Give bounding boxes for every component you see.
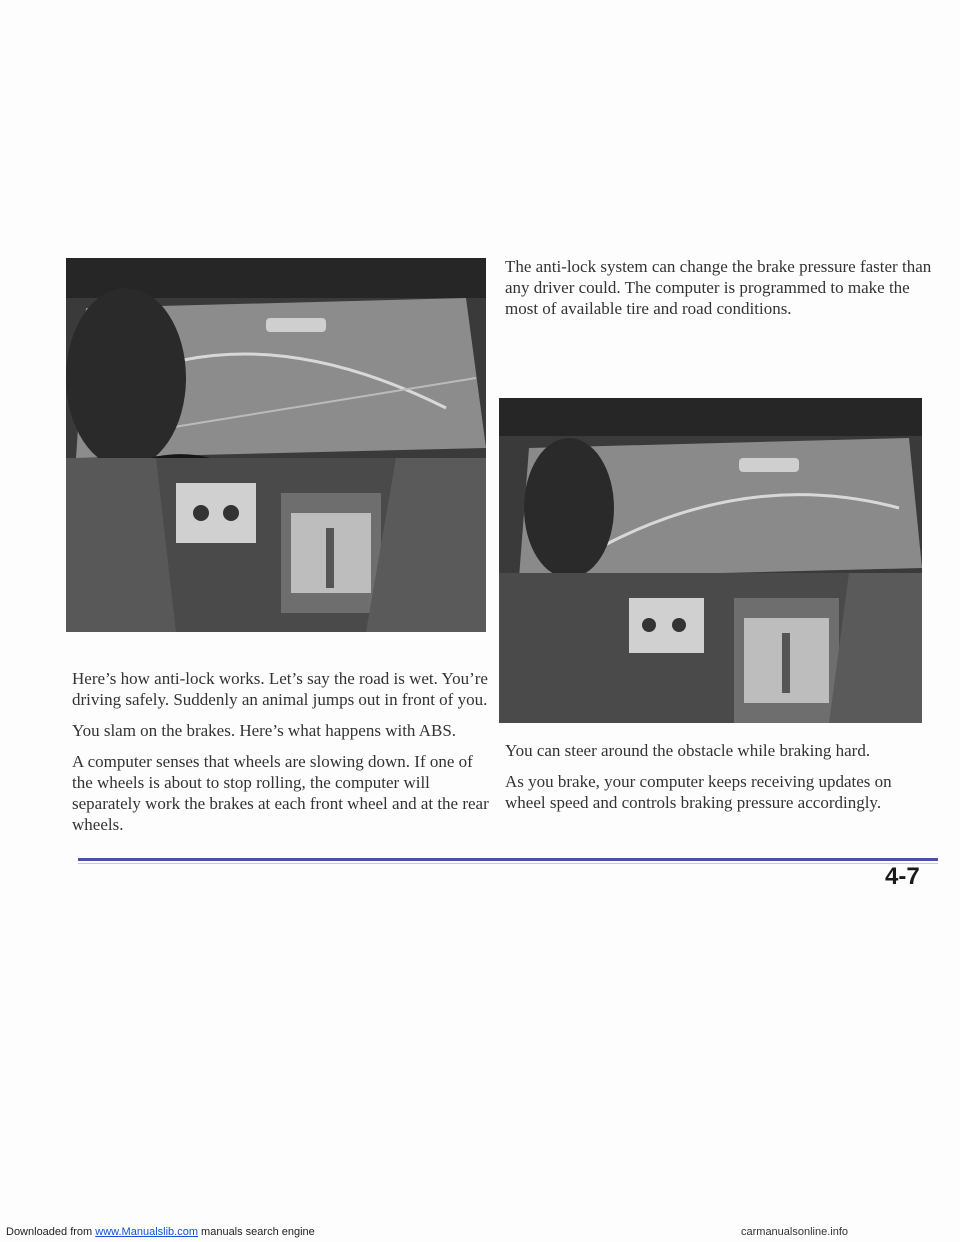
paragraph: A computer senses that wheels are slowing down. If one of the wheels is about to stop rolling, the computer will separately work the brakes at each front wheel and at the rear wheels.: [72, 752, 489, 834]
footer-suffix: manuals search engine: [201, 1226, 315, 1238]
footer-rule: [78, 858, 938, 861]
manualslib-link[interactable]: www.Manualslib.com: [95, 1226, 198, 1238]
paragraph: You slam on the brakes. Here’s what happens with ABS.: [72, 721, 457, 740]
footer-rule-thin: [78, 863, 938, 864]
driver-view-drawing: [66, 258, 486, 632]
page-number: 4-7: [885, 863, 920, 890]
driver-view-illustration: [66, 258, 486, 632]
right-column-top: [505, 256, 935, 329]
right-column-bottom: [505, 740, 935, 823]
footer-prefix: Downloaded from: [6, 1226, 93, 1238]
watermark-text: carmanualsonline.info: [741, 1226, 849, 1238]
paragraph: You can steer around the obstacle while braking hard.: [505, 741, 871, 760]
braking-view-drawing: [499, 398, 922, 723]
braking-view-illustration: [499, 398, 922, 723]
download-footer: [6, 1226, 315, 1238]
intro-paragraph: The anti-lock system can change the brake pressure faster than any driver could. The computer is programmed to make the most of available tire and road conditions.: [505, 257, 932, 318]
paragraph: As you brake, your computer keeps receiving updates on wheel speed and controls braking pressure accordingly.: [505, 772, 892, 812]
left-column-text: [72, 668, 492, 845]
paragraph: Here’s how anti-lock works. Let’s say the road is wet. You’re driving safely. Suddenly an animal jumps out in front of you.: [72, 669, 488, 709]
